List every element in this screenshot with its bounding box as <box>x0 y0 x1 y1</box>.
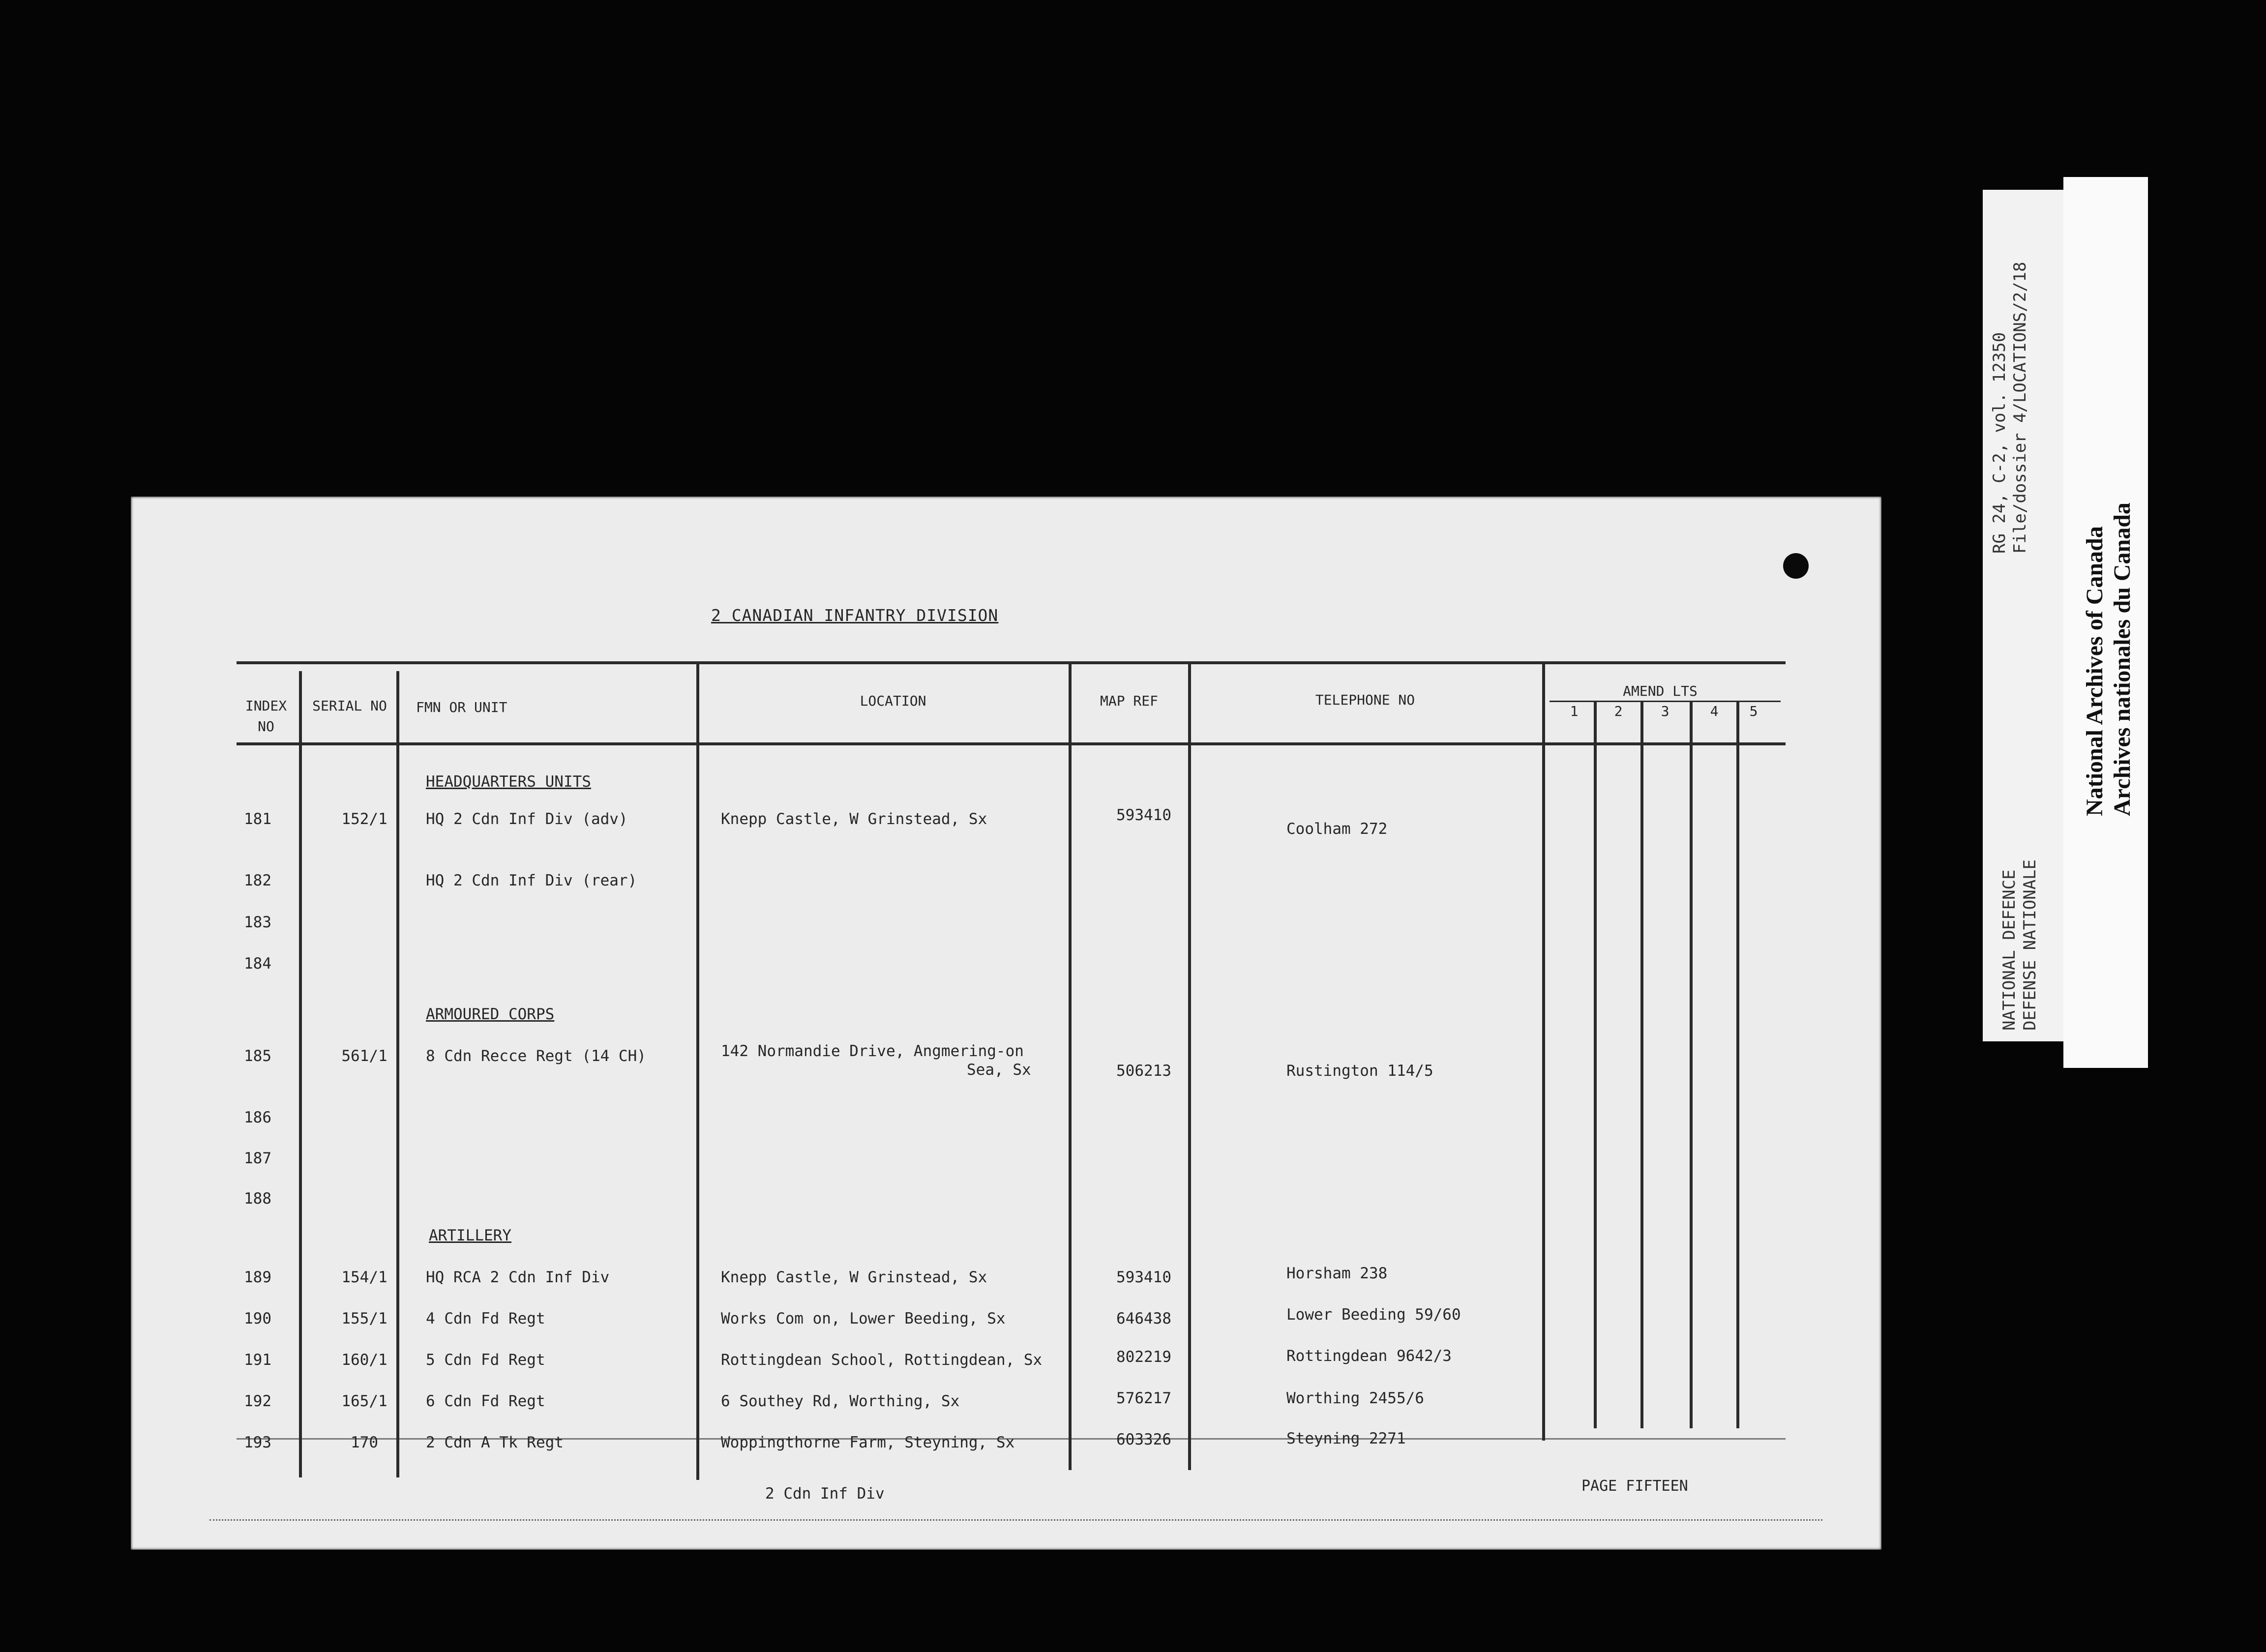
map-ref: 802219 <box>1116 1348 1171 1366</box>
index-no: 182 <box>244 872 271 889</box>
telephone-no: Worthing 2455/6 <box>1286 1389 1424 1407</box>
unit-name: 2 Cdn A Tk Regt <box>426 1434 564 1451</box>
archive-ref-line-1: RG 24, C-2, vol. 12350 <box>1990 332 2009 554</box>
table-row <box>131 1265 1881 1303</box>
map-ref: 603326 <box>1116 1431 1171 1448</box>
document-title: 2 CANADIAN INFANTRY DIVISION <box>711 606 999 625</box>
archives-name-fr: Archives nationales du Canada <box>2109 502 2135 816</box>
table-row <box>131 1389 1881 1427</box>
location: Rottingdean School, Rottingdean, Sx <box>721 1351 1043 1369</box>
map-ref: 506213 <box>1116 1062 1171 1080</box>
telephone-no: Rottingdean 9642/3 <box>1286 1347 1452 1365</box>
table-row <box>131 872 1881 906</box>
index-no: 183 <box>244 914 271 931</box>
table-top-rule <box>237 661 1786 664</box>
map-ref: 593410 <box>1116 1268 1171 1286</box>
header-index: INDEX NO <box>245 698 287 735</box>
header-serial: SERIAL NO <box>312 698 387 714</box>
unit-name: HQ 2 Cdn Inf Div (rear) <box>426 872 637 889</box>
index-no: 187 <box>244 1150 271 1167</box>
index-no: 185 <box>244 1047 271 1065</box>
document-sheet <box>131 497 1881 1550</box>
index-no: 188 <box>244 1190 271 1208</box>
location: 142 Normandie Drive, Angmering-on <box>721 1042 1024 1060</box>
department-fr: DEFENSE NATIONALE <box>2020 859 2040 1031</box>
location: 6 Southey Rd, Worthing, Sx <box>721 1392 960 1410</box>
header-unit: FMN OR UNIT <box>416 699 507 715</box>
section-armoured: ARMOURED CORPS <box>426 1005 555 1023</box>
index-no: 186 <box>244 1109 271 1126</box>
index-no: 181 <box>244 810 271 828</box>
table-row <box>131 955 1881 989</box>
table-row <box>131 1430 1881 1468</box>
serial-no: 165/1 <box>341 1392 388 1410</box>
table-row <box>131 1347 1881 1386</box>
footer-page-number: PAGE FIFTEEN <box>1581 1477 1688 1495</box>
serial-no: 154/1 <box>341 1268 388 1286</box>
index-no: 184 <box>244 955 271 973</box>
header-bottom-rule <box>237 742 1786 745</box>
serial-no: 561/1 <box>341 1047 388 1065</box>
table-row <box>131 1109 1881 1143</box>
table-row <box>131 914 1881 948</box>
department-en: NATIONAL DEFENCE <box>1999 869 2019 1031</box>
location: Knepp Castle, W Grinstead, Sx <box>721 1268 987 1286</box>
table-row <box>131 1042 1881 1082</box>
serial-no: 170 <box>351 1434 378 1451</box>
serial-no: 155/1 <box>341 1310 388 1328</box>
punch-hole <box>1783 553 1809 579</box>
header-telephone: TELEPHONE NO <box>1315 692 1415 708</box>
header-amendments: AMEND LTS <box>1623 683 1698 699</box>
index-no: 193 <box>244 1434 271 1451</box>
amend-col-2: 2 <box>1614 703 1623 719</box>
table-row <box>131 806 1881 845</box>
footer-dotted-rule <box>209 1519 1822 1521</box>
table-row <box>131 1190 1881 1224</box>
serial-no: 152/1 <box>341 810 388 828</box>
index-no: 191 <box>244 1351 271 1369</box>
table-row <box>131 1306 1881 1344</box>
index-no: 192 <box>244 1392 271 1410</box>
telephone-no: Horsham 238 <box>1286 1265 1388 1282</box>
amend-col-5: 5 <box>1749 703 1758 719</box>
index-no: 190 <box>244 1310 271 1328</box>
amend-col-4: 4 <box>1710 703 1719 719</box>
location: Works Com on, Lower Beeding, Sx <box>721 1310 1006 1328</box>
unit-name: HQ 2 Cdn Inf Div (adv) <box>426 810 628 828</box>
footer-division: 2 Cdn Inf Div <box>765 1485 885 1503</box>
telephone-no: Steyning 2271 <box>1286 1430 1406 1447</box>
unit-name: 4 Cdn Fd Regt <box>426 1310 545 1328</box>
amend-col-1: 1 <box>1570 703 1579 719</box>
serial-no: 160/1 <box>341 1351 388 1369</box>
unit-name: HQ RCA 2 Cdn Inf Div <box>426 1268 610 1286</box>
table-row <box>131 1150 1881 1184</box>
national-archives-label <box>2063 177 2148 1068</box>
location-continued: Sea, Sx <box>967 1061 1031 1079</box>
location: Woppingthorne Farm, Steyning, Sx <box>721 1434 1015 1451</box>
amend-col-3: 3 <box>1661 703 1670 719</box>
telephone-no: Rustington 114/5 <box>1286 1062 1433 1080</box>
section-artillery: ARTILLERY <box>429 1227 511 1244</box>
location: Knepp Castle, W Grinstead, Sx <box>721 810 987 828</box>
unit-name: 5 Cdn Fd Regt <box>426 1351 545 1369</box>
map-ref: 593410 <box>1116 806 1171 824</box>
telephone-no: Lower Beeding 59/60 <box>1286 1306 1461 1324</box>
unit-name: 6 Cdn Fd Regt <box>426 1392 545 1410</box>
telephone-no: Coolham 272 <box>1286 820 1388 838</box>
unit-name: 8 Cdn Recce Regt (14 CH) <box>426 1047 646 1065</box>
header-location: LOCATION <box>860 693 926 709</box>
map-ref: 576217 <box>1116 1389 1171 1407</box>
section-headquarters: HEADQUARTERS UNITS <box>426 773 591 791</box>
index-no: 189 <box>244 1268 271 1286</box>
header-map-ref: MAP REF <box>1100 693 1158 709</box>
archive-ref-line-2: File/dossier 4/LOCATIONS/2/18 <box>2010 262 2030 554</box>
archives-name-en: National Archives of Canada <box>2082 526 2108 816</box>
map-ref: 646438 <box>1116 1310 1171 1328</box>
